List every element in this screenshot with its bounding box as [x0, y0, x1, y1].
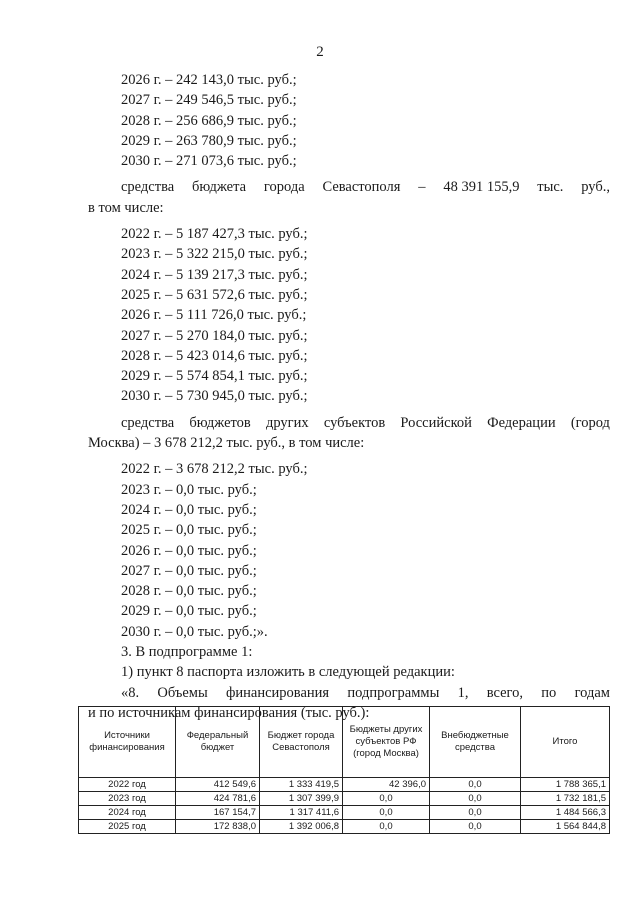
col-header-sevastopol: Бюджет города Севастополя	[260, 707, 343, 778]
list-item: 2024 г. – 5 139 217,3 тыс. руб.;	[121, 266, 308, 283]
year-list-c	[88, 459, 610, 642]
list-item: 2025 г. – 5 631 572,6 тыс. руб.;	[121, 286, 308, 303]
col-header-sources: Источники финансирования	[79, 707, 176, 778]
sevastopol-budget-line: средства бюджета города Севастополя – 48 391 155,9 тыс. руб.,	[121, 179, 610, 196]
col-header-other-subjects: Бюджеты других субъектов РФ (город Москва)	[343, 707, 430, 778]
year-list-a	[88, 70, 610, 171]
page-number: 2	[316, 44, 324, 60]
table-header-row	[79, 707, 610, 778]
list-item: 2026 г. – 5 111 726,0 тыс. руб.;	[121, 307, 307, 324]
year-list-b	[88, 224, 610, 407]
list-item: 2028 г. – 256 686,9 тыс. руб.;	[121, 112, 297, 129]
list-item: 2027 г. – 0,0 тыс. руб.;	[121, 562, 257, 579]
list-item: 2029 г. – 263 780,9 тыс. руб.;	[121, 132, 297, 149]
list-item: 2027 г. – 5 270 184,0 тыс. руб.;	[121, 327, 308, 344]
table-row: 2024 год 167 154,7 1 317 411,6 0,0 0,0 1 484 566,3	[79, 806, 610, 820]
list-item: 2023 г. – 5 322 215,0 тыс. руб.;	[121, 246, 308, 263]
list-item: 2022 г. – 5 187 427,3 тыс. руб.;	[121, 226, 308, 243]
financing-table	[78, 706, 610, 834]
list-item: 2023 г. – 0,0 тыс. руб.;	[121, 481, 257, 498]
item-heading: 1) пункт 8 паспорта изложить в следующей редакции:	[121, 664, 455, 681]
quote-paragraph-line: «8. Объемы финансирования подпрограммы 1, всего, по годам	[121, 684, 610, 701]
list-item: 2027 г. – 249 546,5 тыс. руб.;	[121, 92, 297, 109]
list-item: 2028 г. – 0,0 тыс. руб.;	[121, 583, 257, 600]
list-item: 2030 г. – 5 730 945,0 тыс. руб.;	[121, 388, 308, 405]
table-row: 2025 год 172 838,0 1 392 006,8 0,0 0,0 1 564 844,8	[79, 820, 610, 834]
list-item: 2029 г. – 0,0 тыс. руб.;	[121, 603, 257, 620]
rf-subjects-budget-line: средства бюджетов других субъектов Российской Федерации (город	[121, 414, 610, 431]
list-item: 2029 г. – 5 574 854,1 тыс. руб.;	[121, 368, 308, 385]
quote-paragraph-cont: и по источникам финансирования (тыс. руб.):	[88, 704, 370, 721]
list-item: 2028 г. – 5 423 014,6 тыс. руб.;	[121, 347, 308, 364]
list-item: 2030 г. – 0,0 тыс. руб.;».	[121, 623, 268, 640]
list-item: 2025 г. – 0,0 тыс. руб.;	[121, 522, 257, 539]
table-row: 2022 год 412 549,6 1 333 419,5 42 396,0 0,0 1 788 365,1	[79, 778, 610, 792]
list-item: 2026 г. – 0,0 тыс. руб.;	[121, 542, 257, 559]
rf-subjects-budget-cont: Москва) – 3 678 212,2 тыс. руб., в том числе:	[88, 435, 365, 452]
col-header-federal: Федеральный бюджет	[176, 707, 260, 778]
col-header-extrabudgetary: Внебюджетные средства	[430, 707, 521, 778]
list-item: 2026 г. – 242 143,0 тыс. руб.;	[121, 72, 297, 88]
section-heading: 3. В подпрограмме 1:	[121, 644, 253, 661]
col-header-total: Итого	[521, 707, 610, 778]
document-body	[88, 70, 610, 723]
sevastopol-budget-cont: в том числе:	[88, 199, 164, 216]
list-item: 2030 г. – 271 073,6 тыс. руб.;	[121, 153, 297, 170]
table-row: 2023 год 424 781,6 1 307 399,9 0,0 0,0 1 732 181,5	[79, 792, 610, 806]
list-item: 2024 г. – 0,0 тыс. руб.;	[121, 501, 257, 518]
list-item: 2022 г. – 3 678 212,2 тыс. руб.;	[121, 461, 308, 478]
